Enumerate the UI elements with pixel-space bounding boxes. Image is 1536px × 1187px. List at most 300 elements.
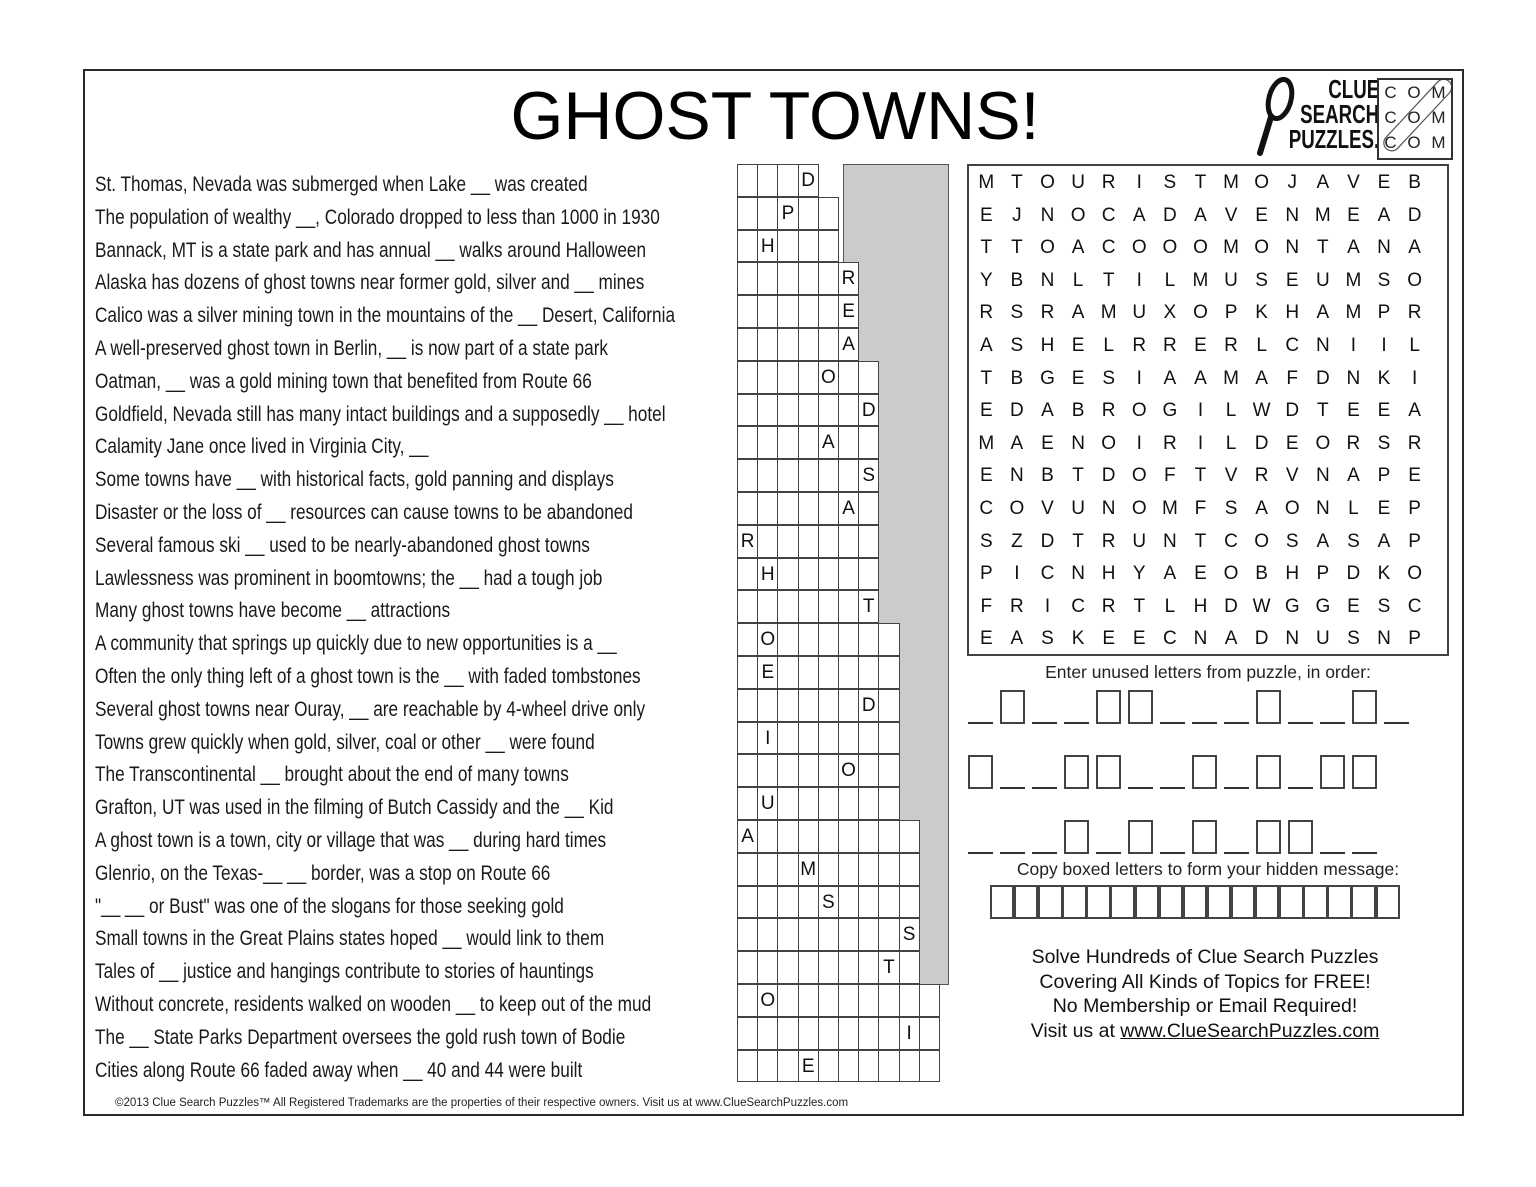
boxed-letter-slot[interactable] — [968, 755, 993, 789]
word-search-letter[interactable]: S — [1255, 269, 1268, 291]
word-search-letter[interactable]: E — [1255, 204, 1268, 226]
crossword-cell[interactable] — [737, 951, 758, 984]
word-search-letter[interactable]: N — [1040, 204, 1055, 226]
word-search-letter[interactable]: U — [1315, 269, 1330, 291]
word-search-letter[interactable]: O — [1254, 530, 1270, 552]
word-search-letter[interactable]: C — [1101, 237, 1116, 259]
word-search-letter[interactable]: O — [1009, 497, 1025, 519]
word-search-letter[interactable]: V — [1347, 172, 1360, 193]
crossword-cell[interactable] — [798, 754, 819, 787]
crossword-cell[interactable] — [737, 164, 758, 197]
word-search-letter[interactable]: S — [1377, 432, 1391, 454]
letter-slot[interactable] — [1224, 755, 1249, 789]
word-search-letter[interactable]: F — [1164, 465, 1176, 487]
word-search-letter[interactable]: N — [1285, 204, 1300, 226]
crossword-cell[interactable] — [838, 951, 859, 984]
word-search-letter[interactable]: C — [1407, 595, 1422, 617]
crossword-cell[interactable] — [737, 590, 758, 623]
word-search-letter[interactable]: G — [1284, 595, 1300, 617]
word-search-letter[interactable]: R — [979, 302, 994, 324]
word-search-letter[interactable]: N — [1162, 530, 1177, 552]
letter-slot[interactable] — [1032, 755, 1057, 789]
word-search-letter[interactable]: U — [1132, 302, 1147, 324]
word-search-letter[interactable]: D — [1162, 204, 1177, 226]
word-search-letter[interactable]: E — [1347, 204, 1360, 226]
word-search-letter[interactable]: A — [1194, 204, 1207, 226]
word-search-letter[interactable]: C — [1040, 563, 1055, 585]
word-search-letter[interactable]: O — [1407, 269, 1422, 291]
word-search-letter[interactable]: O — [1040, 237, 1055, 259]
crossword-cell[interactable] — [777, 394, 798, 427]
word-search-letter[interactable]: E — [1408, 465, 1421, 487]
word-search-letter[interactable]: S — [1347, 530, 1360, 552]
word-search-letter[interactable]: V — [1285, 465, 1299, 487]
letter-slot[interactable] — [1320, 690, 1345, 724]
crossword-cell[interactable] — [777, 426, 798, 459]
crossword-cell[interactable]: E — [757, 656, 778, 689]
crossword-cell[interactable] — [757, 295, 778, 328]
hidden-message-box[interactable] — [1327, 885, 1351, 919]
word-search-letter[interactable]: A — [1163, 563, 1177, 585]
word-search-letter[interactable]: P — [1408, 530, 1421, 552]
crossword-cell[interactable] — [838, 1017, 859, 1050]
word-search-letter[interactable]: T — [980, 367, 993, 389]
crossword-cell[interactable] — [777, 1017, 798, 1050]
crossword-cell[interactable] — [878, 623, 899, 656]
crossword-cell[interactable] — [878, 1050, 899, 1083]
word-search-letter[interactable]: E — [1377, 400, 1391, 422]
crossword-cell[interactable] — [858, 492, 879, 525]
word-search-letter[interactable]: Y — [979, 269, 993, 291]
crossword-cell[interactable] — [858, 722, 879, 755]
word-search-letter[interactable]: L — [1409, 334, 1420, 356]
crossword-cell[interactable] — [757, 754, 778, 787]
letter-slot[interactable] — [1000, 755, 1025, 789]
crossword-cell[interactable] — [757, 164, 778, 197]
word-search-letter[interactable]: L — [1164, 269, 1176, 291]
crossword-cell[interactable] — [777, 853, 798, 886]
crossword-cell[interactable]: A — [838, 328, 859, 361]
word-search-letter[interactable]: N — [1071, 563, 1085, 585]
word-search-letter[interactable]: W — [1252, 400, 1271, 422]
crossword-cell[interactable] — [818, 820, 839, 853]
crossword-cell[interactable] — [798, 197, 819, 230]
crossword-cell[interactable] — [757, 886, 778, 919]
word-search-letter[interactable]: P — [979, 563, 993, 585]
boxed-letter-slot[interactable] — [1128, 690, 1153, 724]
crossword-cell[interactable] — [858, 525, 879, 558]
letter-slot[interactable] — [1288, 755, 1313, 789]
letter-slot[interactable] — [1192, 690, 1217, 724]
word-search-letter[interactable]: E — [979, 400, 993, 422]
crossword-cell[interactable] — [777, 787, 798, 820]
crossword-cell[interactable] — [777, 689, 798, 722]
crossword-cell[interactable] — [858, 558, 879, 591]
crossword-cell[interactable]: T — [858, 590, 879, 623]
crossword-cell[interactable] — [838, 525, 859, 558]
crossword-cell[interactable] — [818, 459, 839, 492]
letter-slot[interactable] — [1032, 820, 1057, 854]
crossword-cell[interactable] — [737, 918, 758, 951]
crossword-cell[interactable] — [777, 754, 798, 787]
crossword-cell[interactable] — [838, 1050, 859, 1083]
word-search-letter[interactable]: E — [1194, 563, 1207, 585]
crossword-cell[interactable] — [838, 623, 859, 656]
word-search-letter[interactable]: C — [1101, 204, 1116, 226]
word-search-letter[interactable]: D — [1407, 204, 1422, 226]
crossword-cell[interactable] — [737, 262, 758, 295]
crossword-cell[interactable] — [818, 295, 839, 328]
word-search-letter[interactable]: G — [1040, 367, 1055, 389]
crossword-cell[interactable]: H — [757, 230, 778, 263]
word-search-letter[interactable]: S — [1347, 628, 1360, 650]
hidden-message-box[interactable] — [1062, 885, 1086, 919]
hidden-message-box[interactable] — [1351, 885, 1375, 919]
word-search-letter[interactable]: M — [1192, 269, 1209, 291]
boxed-letter-slot[interactable] — [1064, 820, 1089, 854]
crossword-cell[interactable]: S — [899, 918, 920, 951]
word-search-letter[interactable]: M — [1223, 172, 1239, 193]
word-search-letter[interactable]: O — [1254, 172, 1270, 193]
letter-slot[interactable] — [1160, 820, 1185, 854]
word-search-letter[interactable]: O — [1162, 237, 1178, 259]
crossword-cell[interactable] — [757, 459, 778, 492]
crossword-cell[interactable] — [858, 1017, 879, 1050]
crossword-cell[interactable] — [858, 361, 879, 394]
crossword-cell[interactable]: I — [899, 1017, 920, 1050]
hidden-message-box[interactable] — [1110, 885, 1134, 919]
crossword-cell[interactable] — [838, 787, 859, 820]
letter-slot[interactable] — [1160, 690, 1185, 724]
word-search-letter[interactable]: T — [1194, 172, 1207, 193]
word-search-letter[interactable]: L — [1103, 334, 1114, 356]
crossword-cell[interactable] — [737, 787, 758, 820]
word-search-letter[interactable]: T — [980, 237, 993, 259]
word-search-letter[interactable]: A — [1408, 400, 1421, 422]
crossword-cell[interactable] — [878, 787, 899, 820]
hidden-message-box[interactable] — [1014, 885, 1038, 919]
crossword-cell[interactable] — [818, 656, 839, 689]
crossword-cell[interactable] — [818, 558, 839, 591]
crossword-cell[interactable] — [737, 689, 758, 722]
word-search-letter[interactable]: E — [1194, 334, 1207, 356]
hidden-message-box[interactable] — [1303, 885, 1327, 919]
crossword-cell[interactable] — [818, 590, 839, 623]
word-search-letter[interactable]: I — [1411, 367, 1418, 389]
crossword-cell[interactable]: T — [878, 951, 899, 984]
boxed-letter-slot[interactable] — [1192, 755, 1217, 789]
letter-slot[interactable] — [1384, 690, 1409, 724]
word-search-letter[interactable]: D — [1254, 628, 1269, 650]
word-search-letter[interactable]: E — [1285, 269, 1299, 291]
crossword-cell[interactable] — [737, 1050, 758, 1083]
crossword-cell[interactable] — [798, 656, 819, 689]
word-search-letter[interactable]: M — [1161, 497, 1178, 519]
word-search-letter[interactable]: U — [1071, 172, 1085, 193]
clue-search-puzzles-logo[interactable] — [1256, 75, 1450, 160]
crossword-cell[interactable]: R — [737, 525, 758, 558]
hidden-message-box[interactable] — [1255, 885, 1279, 919]
crossword-cell[interactable] — [838, 394, 859, 427]
word-search-letter[interactable]: W — [1252, 595, 1271, 617]
hidden-message-box[interactable] — [1038, 885, 1062, 919]
crossword-cell[interactable]: A — [818, 426, 839, 459]
word-search-letter[interactable]: D — [1315, 367, 1330, 389]
word-search-letter[interactable]: O — [1070, 204, 1086, 226]
crossword-cell[interactable]: D — [858, 394, 879, 427]
crossword-cell[interactable] — [818, 754, 839, 787]
crossword-cell[interactable] — [798, 918, 819, 951]
word-search-letter[interactable]: R — [1407, 302, 1422, 324]
crossword-cell[interactable]: D — [858, 689, 879, 722]
crossword-cell[interactable]: O — [838, 754, 859, 787]
crossword-cell[interactable] — [798, 787, 819, 820]
word-search-letter[interactable]: A — [1377, 204, 1391, 226]
word-search-letter[interactable]: E — [1041, 432, 1054, 454]
word-search-letter[interactable]: M — [978, 172, 995, 193]
word-search-letter[interactable]: S — [1377, 595, 1391, 617]
crossword-cell[interactable] — [777, 886, 798, 919]
letter-slot[interactable] — [1320, 820, 1345, 854]
word-search-letter[interactable]: M — [978, 432, 995, 454]
word-search-letter[interactable]: R — [1407, 432, 1422, 454]
word-search-letter[interactable]: B — [1010, 269, 1024, 291]
word-search-letter[interactable]: P — [1224, 302, 1238, 324]
word-search-letter[interactable]: A — [1377, 530, 1391, 552]
word-search-letter[interactable]: U — [1315, 628, 1330, 650]
word-search-letter[interactable]: O — [1131, 465, 1147, 487]
hidden-message-box[interactable] — [1183, 885, 1207, 919]
crossword-cell[interactable]: H — [757, 558, 778, 591]
crossword-cell[interactable] — [798, 394, 819, 427]
letter-slot[interactable] — [1224, 690, 1249, 724]
word-search-letter[interactable]: Z — [1011, 530, 1023, 552]
word-search-letter[interactable]: A — [979, 334, 993, 356]
crossword-cell[interactable] — [737, 984, 758, 1017]
crossword-cell[interactable] — [919, 1017, 940, 1050]
crossword-cell[interactable] — [878, 820, 899, 853]
word-search-letter[interactable]: I — [1350, 334, 1357, 356]
hidden-message-box[interactable] — [1086, 885, 1110, 919]
boxed-letter-slot[interactable] — [1096, 690, 1121, 724]
crossword-cell[interactable] — [757, 426, 778, 459]
word-search-letter[interactable]: F — [1286, 367, 1299, 389]
boxed-letter-slot[interactable] — [1256, 820, 1281, 854]
crossword-cell[interactable] — [757, 197, 778, 230]
crossword-cell[interactable] — [798, 1017, 819, 1050]
crossword-cell[interactable]: D — [798, 164, 819, 197]
word-search-letter[interactable]: I — [1136, 172, 1142, 193]
crossword-cell[interactable] — [737, 853, 758, 886]
crossword-cell[interactable] — [777, 820, 798, 853]
boxed-letter-slot[interactable] — [1000, 690, 1025, 724]
crossword-cell[interactable] — [899, 853, 920, 886]
crossword-cell[interactable]: P — [777, 197, 798, 230]
word-search-letter[interactable]: O — [1131, 497, 1147, 519]
crossword-cell[interactable]: S — [858, 459, 879, 492]
word-search-letter[interactable]: A — [1316, 530, 1330, 552]
crossword-cell[interactable] — [838, 426, 859, 459]
crossword-cell[interactable] — [798, 623, 819, 656]
word-search-letter[interactable]: A — [1224, 628, 1238, 650]
word-search-letter[interactable]: J — [1012, 204, 1022, 226]
word-search-letter[interactable]: E — [1071, 334, 1085, 356]
word-search-letter[interactable]: P — [1316, 563, 1330, 585]
crossword-cell[interactable] — [798, 230, 819, 263]
word-search-letter[interactable]: R — [1101, 595, 1116, 617]
word-search-letter[interactable]: T — [1194, 530, 1207, 552]
crossword-cell[interactable] — [757, 1017, 778, 1050]
crossword-cell[interactable] — [737, 328, 758, 361]
crossword-cell[interactable] — [838, 459, 859, 492]
letter-slot[interactable] — [968, 690, 993, 724]
word-search-letter[interactable]: C — [979, 497, 994, 519]
crossword-cell[interactable] — [858, 853, 879, 886]
crossword-cell[interactable] — [777, 492, 798, 525]
crossword-cell[interactable]: A — [737, 820, 758, 853]
hidden-message-box[interactable] — [1279, 885, 1303, 919]
crossword-cell[interactable] — [899, 951, 920, 984]
crossword-cell[interactable] — [757, 361, 778, 394]
crossword-cell[interactable] — [777, 656, 798, 689]
word-search-letter[interactable]: K — [1377, 563, 1391, 585]
crossword-cell[interactable] — [858, 426, 879, 459]
word-search-letter[interactable]: A — [1194, 367, 1207, 389]
word-search-letter[interactable]: G — [1162, 400, 1178, 422]
word-search-letter[interactable]: I — [1136, 367, 1142, 389]
word-search-letter[interactable]: E — [979, 465, 993, 487]
word-search-letter[interactable]: R — [1101, 530, 1116, 552]
crossword-cell[interactable] — [777, 361, 798, 394]
crossword-cell[interactable] — [757, 820, 778, 853]
crossword-cell[interactable] — [878, 689, 899, 722]
crossword-cell[interactable] — [757, 525, 778, 558]
letter-slot[interactable] — [1160, 755, 1185, 789]
crossword-cell[interactable]: U — [757, 787, 778, 820]
word-search-letter[interactable]: A — [1071, 237, 1085, 259]
letter-slot[interactable] — [1000, 820, 1025, 854]
word-search-letter[interactable]: I — [1136, 269, 1142, 291]
letter-slot[interactable] — [968, 820, 993, 854]
crossword-cell[interactable] — [838, 918, 859, 951]
word-search-letter[interactable]: T — [1011, 237, 1023, 259]
word-search-letter[interactable]: O — [1315, 432, 1331, 454]
crossword-cell[interactable] — [798, 328, 819, 361]
word-search-letter[interactable]: A — [1071, 302, 1085, 324]
word-search-letter[interactable]: Y — [1132, 563, 1146, 585]
word-search-letter[interactable]: O — [1040, 172, 1055, 193]
word-search-letter[interactable]: D — [1346, 563, 1361, 585]
word-search-letter[interactable]: S — [1224, 497, 1238, 519]
crossword-cell[interactable] — [737, 394, 758, 427]
crossword-cell[interactable]: O — [757, 984, 778, 1017]
crossword-cell[interactable] — [777, 295, 798, 328]
word-search-letter[interactable]: A — [1041, 400, 1054, 422]
crossword-cell[interactable]: O — [818, 361, 839, 394]
crossword-cell[interactable] — [737, 492, 758, 525]
crossword-cell[interactable]: A — [838, 492, 859, 525]
word-search-letter[interactable]: H — [1285, 302, 1300, 324]
letter-slot[interactable] — [1224, 820, 1249, 854]
word-search-letter[interactable]: L — [1348, 497, 1359, 519]
crossword-cell[interactable] — [838, 820, 859, 853]
hidden-message-box[interactable] — [1376, 885, 1400, 919]
crossword-cell[interactable] — [777, 262, 798, 295]
word-search-letter[interactable]: R — [1162, 334, 1177, 356]
letter-slot[interactable] — [1032, 690, 1057, 724]
word-search-letter[interactable]: B — [1408, 172, 1421, 193]
word-search-letter[interactable]: N — [1193, 628, 1208, 650]
crossword-cell[interactable] — [757, 853, 778, 886]
crossword-cell[interactable] — [798, 558, 819, 591]
boxed-letter-slot[interactable] — [1256, 755, 1281, 789]
crossword-cell[interactable]: E — [838, 295, 859, 328]
word-search-letter[interactable]: B — [1071, 400, 1085, 422]
crossword-cell[interactable] — [798, 459, 819, 492]
crossword-cell[interactable] — [757, 590, 778, 623]
word-search-letter[interactable]: R — [1040, 302, 1055, 324]
crossword-cell[interactable] — [838, 886, 859, 919]
crossword-cell[interactable] — [858, 1050, 879, 1083]
word-search-letter[interactable]: J — [1287, 172, 1297, 193]
word-search-letter[interactable]: V — [1224, 204, 1238, 226]
crossword-cell[interactable] — [818, 918, 839, 951]
crossword-cell[interactable] — [899, 886, 920, 919]
crossword-cell[interactable] — [818, 492, 839, 525]
crossword-cell[interactable] — [878, 886, 899, 919]
word-search-letter[interactable]: I — [1381, 334, 1387, 356]
crossword-cell[interactable] — [818, 722, 839, 755]
word-search-letter[interactable]: I — [1136, 432, 1142, 454]
crossword-cell[interactable] — [878, 1017, 899, 1050]
word-search-letter[interactable]: N — [1285, 237, 1300, 259]
crossword-cell[interactable] — [878, 918, 899, 951]
word-search-letter[interactable]: A — [1316, 302, 1330, 324]
crossword-cell[interactable] — [818, 1050, 839, 1083]
word-search-letter[interactable]: R — [1010, 595, 1024, 617]
crossword-cell[interactable] — [757, 394, 778, 427]
crossword-cell[interactable] — [919, 984, 940, 1017]
word-search-letter[interactable]: E — [1071, 367, 1085, 389]
crossword-cell[interactable] — [818, 853, 839, 886]
crossword-cell[interactable] — [777, 984, 798, 1017]
letter-slot[interactable] — [1352, 820, 1377, 854]
word-search-letter[interactable]: B — [1041, 465, 1054, 487]
crossword-cell[interactable] — [737, 754, 758, 787]
letter-slot[interactable] — [1096, 820, 1121, 854]
crossword-cell[interactable] — [777, 590, 798, 623]
word-search-letter[interactable]: I — [1197, 400, 1204, 422]
crossword-cell[interactable] — [737, 459, 758, 492]
crossword-cell[interactable] — [878, 722, 899, 755]
word-search-letter[interactable]: A — [1255, 497, 1268, 519]
word-search-letter[interactable]: L — [1225, 432, 1237, 454]
crossword-cell[interactable] — [777, 951, 798, 984]
word-search-letter[interactable]: N — [1315, 334, 1330, 356]
word-search-letter[interactable]: R — [1346, 432, 1361, 454]
crossword-cell[interactable] — [858, 951, 879, 984]
word-search-letter[interactable]: O — [1131, 400, 1147, 422]
word-search-letter[interactable]: U — [1071, 497, 1085, 519]
crossword-cell[interactable] — [899, 820, 920, 853]
crossword-cell[interactable] — [737, 197, 758, 230]
word-search-letter[interactable]: N — [1010, 465, 1024, 487]
word-search-letter[interactable]: A — [1316, 172, 1330, 193]
word-search-letter[interactable]: P — [1377, 465, 1391, 487]
word-search-letter[interactable]: D — [1285, 400, 1300, 422]
crossword-cell[interactable] — [777, 230, 798, 263]
word-search-letter[interactable]: A — [1010, 432, 1024, 454]
